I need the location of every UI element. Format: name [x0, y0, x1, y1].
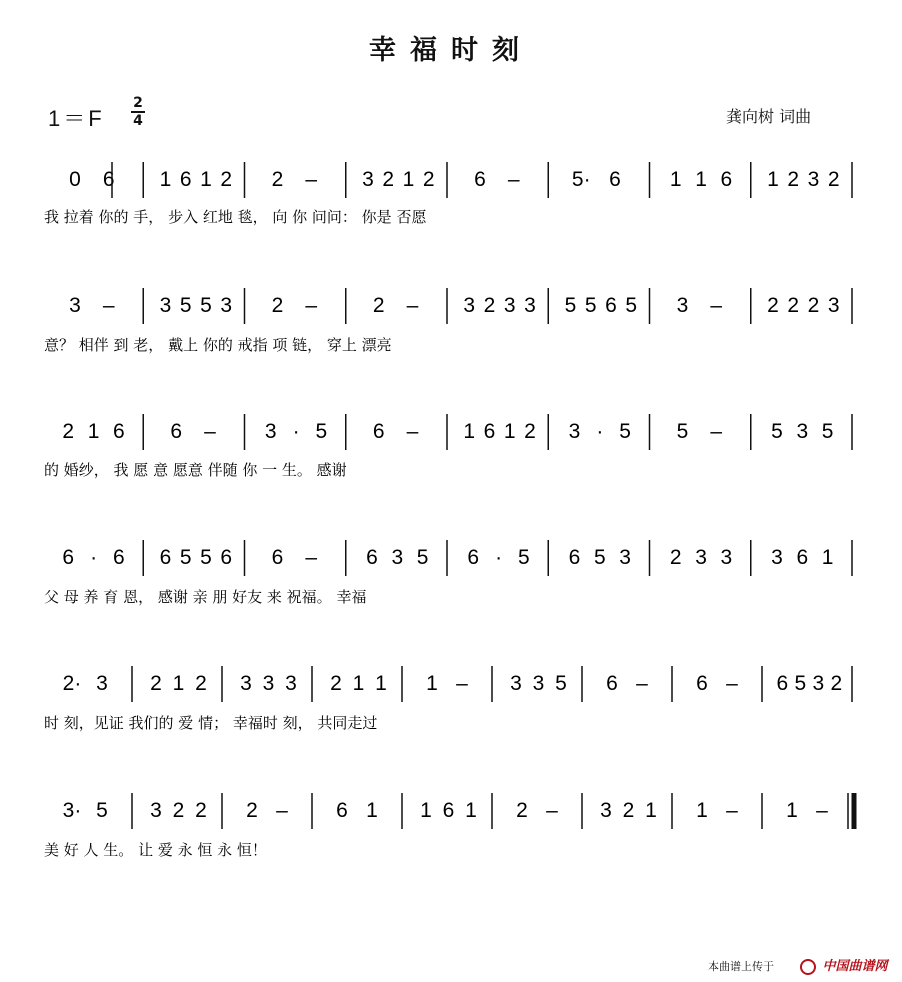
- note: 6: [113, 546, 125, 569]
- note: 2: [195, 672, 207, 695]
- note: 3: [69, 294, 81, 317]
- note: –: [726, 799, 738, 822]
- note: 2: [382, 168, 395, 191]
- note: 6: [696, 672, 708, 695]
- logo-text: 中国曲谱网: [822, 959, 888, 974]
- note: 5: [619, 420, 631, 443]
- note: –: [507, 168, 520, 191]
- note: 6: [220, 546, 233, 569]
- note: 6: [720, 168, 733, 191]
- note: ·: [495, 546, 503, 569]
- note: 2: [787, 168, 800, 191]
- note: 6: [113, 420, 125, 443]
- note: 1: [465, 799, 477, 822]
- note: 3: [463, 294, 476, 317]
- lyric-line: 意？ 相伴 到 老， 戴上 你的 戒指 项 链， 穿上 漂亮: [44, 336, 392, 354]
- note: –: [204, 420, 216, 443]
- note: –: [816, 799, 828, 822]
- note: 1: [767, 168, 779, 191]
- note: 3: [532, 672, 545, 695]
- note: 3: [568, 420, 581, 443]
- note: 3: [220, 294, 233, 317]
- note: 5: [179, 294, 192, 317]
- note: 2·: [62, 672, 82, 695]
- note: 5: [200, 546, 212, 569]
- note: 6: [474, 168, 486, 191]
- note: 2: [807, 294, 820, 317]
- note: 6: [372, 420, 385, 443]
- logo-icon: [800, 959, 816, 975]
- note: 6: [606, 672, 618, 695]
- note: 2: [271, 168, 284, 191]
- note: 1: [172, 672, 185, 695]
- note: 1: [87, 420, 100, 443]
- song-title: 幸福时刻: [369, 35, 533, 66]
- note: –: [546, 799, 558, 822]
- note: 5: [676, 420, 689, 443]
- note: 3: [510, 672, 522, 695]
- note: 3: [391, 546, 404, 569]
- note: –: [456, 672, 468, 695]
- lyric-line: 我 拉着 你的 手， 步入 红地 毯， 向 你 问问： 你是 否愿: [44, 208, 427, 226]
- note: 6: [776, 672, 789, 695]
- note: –: [406, 294, 419, 317]
- note: 3: [827, 294, 840, 317]
- note: –: [102, 294, 115, 317]
- note: 5: [593, 546, 606, 569]
- note: 6: [609, 168, 621, 191]
- site-logo: [800, 955, 888, 975]
- note: 2: [669, 546, 682, 569]
- note: 2: [767, 294, 779, 317]
- note: 5: [315, 420, 328, 443]
- note: 6: [568, 546, 581, 569]
- note: 3: [771, 546, 783, 569]
- note: 3: [524, 294, 536, 317]
- note: 2: [150, 672, 162, 695]
- note: 6: [170, 420, 183, 443]
- note: 1: [352, 672, 365, 695]
- note: 2: [195, 799, 207, 822]
- note: 6: [271, 546, 284, 569]
- note: ·: [292, 420, 300, 443]
- note: –: [726, 672, 738, 695]
- note: 3: [720, 546, 733, 569]
- note: 5: [625, 294, 638, 317]
- note: 6: [467, 546, 480, 569]
- note: 5·: [571, 168, 591, 191]
- note: 1: [821, 546, 834, 569]
- note: –: [276, 799, 288, 822]
- note: 6: [159, 546, 172, 569]
- note: 2: [246, 799, 258, 822]
- note: 3: [619, 546, 631, 569]
- note: 3: [362, 168, 374, 191]
- note: 3: [695, 546, 707, 569]
- note: 3: [676, 294, 689, 317]
- lyric-line: 美 好 人 生。 让 爱 永 恒 永 恒！: [44, 841, 267, 859]
- note: 1: [696, 799, 708, 822]
- note: 6: [366, 546, 378, 569]
- note: 2: [516, 799, 528, 822]
- note: 6: [796, 546, 809, 569]
- note: 5: [179, 546, 192, 569]
- composer-credit: 龚向树 词曲: [726, 107, 812, 126]
- note: 1: [159, 168, 172, 191]
- note: ·: [90, 546, 98, 569]
- note: 6: [336, 799, 348, 822]
- note: 3: [796, 420, 809, 443]
- note: 1: [420, 799, 432, 822]
- note: 5: [821, 420, 834, 443]
- note: 5: [794, 672, 807, 695]
- note: 6: [605, 294, 617, 317]
- lyric-line: 的 婚纱， 我 愿 意 愿意 伴随 你 一 生。 感谢: [44, 461, 347, 479]
- note: 1: [695, 168, 707, 191]
- lyric-line: 时 刻，见证 我们的 爱 情； 幸福时 刻， 共同走过: [44, 714, 378, 732]
- note: 1: [503, 420, 516, 443]
- note: 3·: [62, 799, 82, 822]
- note: 2: [220, 168, 233, 191]
- note: –: [406, 420, 419, 443]
- note: 5: [518, 546, 530, 569]
- note: 3: [262, 672, 275, 695]
- note: 6: [442, 799, 455, 822]
- note: –: [305, 168, 318, 191]
- note: 1: [645, 799, 657, 822]
- note: 3: [150, 799, 162, 822]
- note: 2: [422, 168, 435, 191]
- note: 2: [787, 294, 800, 317]
- note: 2: [372, 294, 385, 317]
- note: –: [710, 294, 723, 317]
- note: 1: [200, 168, 212, 191]
- upload-note: 本曲谱上传于: [708, 960, 774, 973]
- note: ·: [596, 420, 604, 443]
- key-signature: 1＝F: [48, 106, 105, 131]
- note: –: [305, 294, 318, 317]
- time-signature-bottom: 4: [133, 113, 143, 129]
- note: 1: [463, 420, 476, 443]
- note: 3: [96, 672, 108, 695]
- note: 3: [240, 672, 252, 695]
- note: 6: [62, 546, 75, 569]
- note: 5: [96, 799, 108, 822]
- time-signature-top: 2: [133, 95, 143, 111]
- note: 2: [830, 672, 843, 695]
- note: 6: [483, 420, 496, 443]
- note: 1: [375, 672, 387, 695]
- note: 1: [402, 168, 415, 191]
- note: 1: [669, 168, 682, 191]
- lyric-line: 父 母 养 育 恩， 感谢 亲 朋 好友 来 祝福。 幸福: [44, 588, 367, 606]
- note: 3: [264, 420, 277, 443]
- note: 1: [366, 799, 378, 822]
- note: 5: [771, 420, 783, 443]
- note: 2: [62, 420, 75, 443]
- note: 5: [200, 294, 212, 317]
- note: 0: [69, 168, 81, 191]
- note: 3: [807, 168, 820, 191]
- note: –: [710, 420, 723, 443]
- note: –: [305, 546, 318, 569]
- note: 6: [102, 168, 115, 191]
- note: 2: [827, 168, 840, 191]
- note: 5: [584, 294, 597, 317]
- note: 3: [503, 294, 516, 317]
- note: 5: [555, 672, 567, 695]
- note: 2: [524, 420, 536, 443]
- note: 5: [416, 546, 429, 569]
- note: 2: [622, 799, 635, 822]
- note: 3: [600, 799, 612, 822]
- note: 3: [159, 294, 172, 317]
- note: 2: [271, 294, 284, 317]
- note: 5: [564, 294, 577, 317]
- note: 6: [179, 168, 192, 191]
- note: 2: [330, 672, 342, 695]
- note: 2: [172, 799, 185, 822]
- note: 2: [483, 294, 496, 317]
- note: 3: [812, 672, 825, 695]
- note: 1: [426, 672, 438, 695]
- note: 3: [285, 672, 297, 695]
- note: –: [636, 672, 648, 695]
- note: 1: [786, 799, 798, 822]
